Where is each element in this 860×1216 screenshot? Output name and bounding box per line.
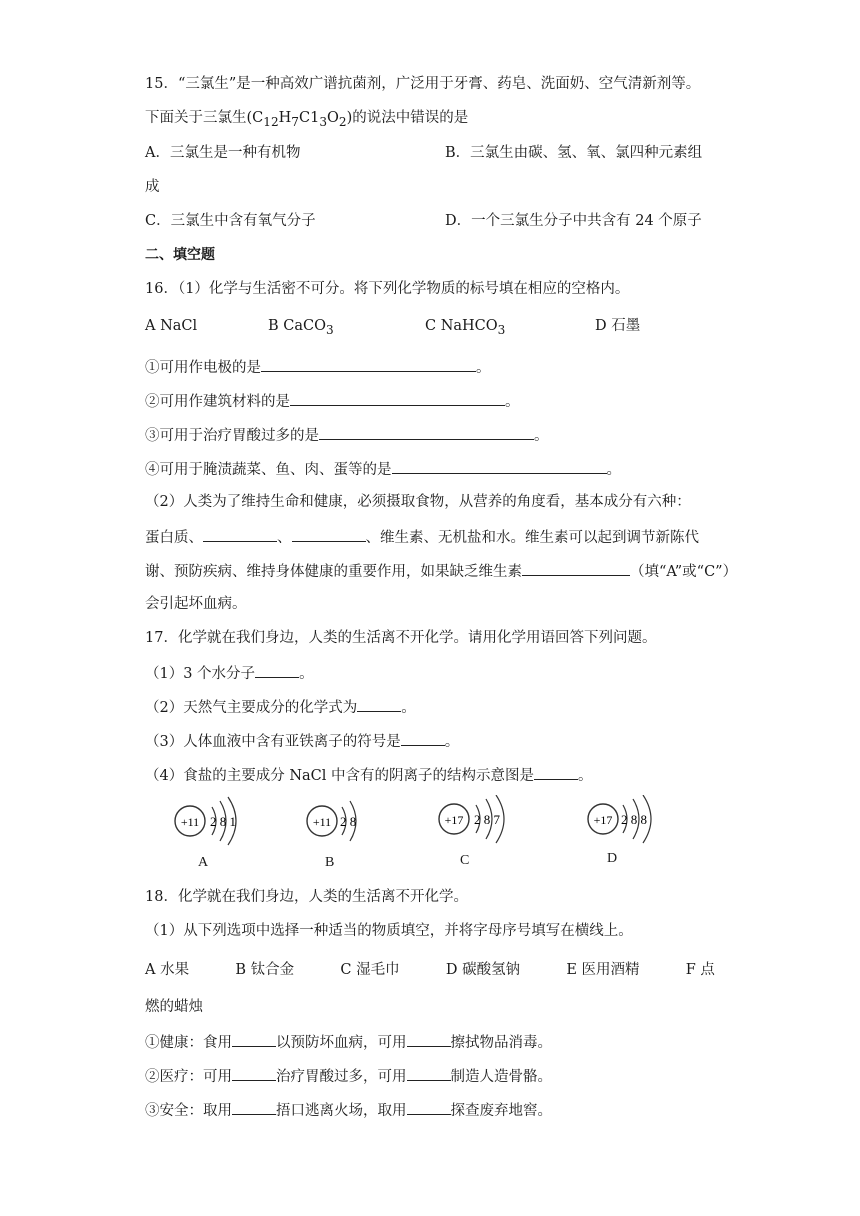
answer-blank[interactable] bbox=[407, 1099, 451, 1115]
formula-part: O bbox=[327, 110, 339, 126]
text: （填“A”或“C”） bbox=[630, 564, 738, 580]
q18-option-a: A 水果 bbox=[145, 962, 190, 978]
answer-blank[interactable] bbox=[401, 730, 445, 746]
punct: 。 bbox=[401, 700, 416, 716]
answer-blank[interactable] bbox=[522, 560, 630, 576]
q17-item-1 bbox=[145, 662, 314, 684]
q16-intro: 16．（1）化学与生活密不可分。将下列化学物质的标号填在相应的空格内。 bbox=[145, 281, 630, 297]
q17-item-3 bbox=[145, 730, 459, 752]
answer-blank[interactable] bbox=[407, 1031, 451, 1047]
q18-row-2 bbox=[145, 1065, 552, 1087]
q16-choice-c bbox=[425, 316, 505, 340]
answer-blank[interactable] bbox=[357, 696, 401, 712]
q15-option-d: D．一个三氯生分子中共含有 24 个原子 bbox=[445, 213, 702, 229]
item-text: ②可用作建筑材料的是 bbox=[145, 394, 290, 410]
choice-c-text: C NaHCO bbox=[425, 318, 498, 334]
text: 、 bbox=[277, 530, 292, 546]
item-text: （4）食盐的主要成分 NaCl 中含有的阴离子的结构示意图是 bbox=[145, 768, 535, 784]
atom-svg bbox=[583, 795, 703, 855]
diagram-label: A bbox=[198, 855, 209, 870]
text: 谢、预防疾病、维持身体健康的重要作用，如果缺乏维生素 bbox=[145, 564, 522, 580]
subscript: 7 bbox=[291, 114, 299, 129]
q18-option-f: F 点 bbox=[685, 962, 715, 978]
electron-shells: 2 8 bbox=[340, 814, 357, 829]
punct: 。 bbox=[578, 768, 593, 784]
q18-intro: 18．化学就在我们身边，人类的生活离不开化学。 bbox=[145, 889, 468, 905]
q18-option-e: E 医用酒精 bbox=[566, 962, 640, 978]
subscript: 12 bbox=[263, 114, 279, 129]
diagram-label: C bbox=[460, 853, 470, 868]
q18-option-d: D 碳酸氢钠 bbox=[445, 962, 521, 978]
q15-line-2-post: )的说法中错误的是 bbox=[346, 110, 469, 126]
q15-option-c: C．三氯生中含有氧气分子 bbox=[145, 213, 316, 229]
answer-blank[interactable] bbox=[203, 526, 277, 542]
text: 制造人造骨骼。 bbox=[450, 1069, 552, 1085]
q18-part1: （1）从下列选项中选择一种适当的物质填空，并将字母序号填写在横线上。 bbox=[145, 923, 633, 939]
q18-row-3 bbox=[145, 1099, 552, 1121]
text: 探查废弃地窖。 bbox=[450, 1103, 552, 1119]
text: 蛋白质、 bbox=[145, 530, 203, 546]
item-text: （1）3 个水分子 bbox=[145, 666, 256, 682]
answer-blank[interactable] bbox=[232, 1031, 276, 1047]
answer-blank[interactable] bbox=[534, 764, 578, 780]
answer-blank[interactable] bbox=[232, 1099, 276, 1115]
q15-option-b-cont: 成 bbox=[145, 179, 160, 195]
text: 、维生素、无机盐和水。维生素可以起到调节新陈代 bbox=[365, 530, 699, 546]
q16-item-1 bbox=[145, 356, 491, 378]
q16-choice-a: A NaCl bbox=[145, 318, 198, 334]
text: 捂口逃离火场，取用 bbox=[276, 1103, 407, 1119]
answer-blank[interactable] bbox=[292, 526, 366, 542]
q16-item-2 bbox=[145, 390, 520, 412]
text: 以预防坏血病，可用 bbox=[276, 1035, 407, 1051]
formula-part: H bbox=[278, 110, 292, 126]
q15-line-2-pre: 下面关于三氯生(C bbox=[145, 110, 264, 126]
punct: 。 bbox=[476, 360, 491, 376]
answer-blank[interactable] bbox=[232, 1065, 276, 1081]
diagram-label: B bbox=[325, 855, 335, 870]
punct: 。 bbox=[299, 666, 314, 682]
q17-item-2 bbox=[145, 696, 416, 718]
answer-blank[interactable] bbox=[261, 356, 476, 372]
formula-part: C1 bbox=[298, 110, 320, 126]
answer-blank[interactable] bbox=[319, 424, 534, 440]
q16-part2-line-3 bbox=[145, 560, 737, 582]
diagram-label: D bbox=[607, 851, 618, 866]
atom-svg bbox=[302, 795, 422, 855]
q15-option-b: B．三氯生由碳、氢、氧、氯四种元素组 bbox=[445, 145, 703, 161]
subscript: 3 bbox=[497, 322, 506, 337]
item-text: （3）人体血液中含有亚铁离子的符号是 bbox=[145, 734, 401, 750]
nucleus-charge: +11 bbox=[312, 815, 332, 829]
atom-diagram-a bbox=[170, 795, 290, 875]
atom-diagram-d bbox=[583, 795, 703, 875]
punct: 。 bbox=[534, 428, 549, 444]
q18-row-1 bbox=[145, 1031, 552, 1053]
q16-part2-line-1: （2）人类为了维持生命和健康，必须摄取食物，从营养的角度看，基本成分有六种： bbox=[145, 494, 691, 510]
item-text: ④可用于腌渍蔬菜、鱼、肉、蛋等的是 bbox=[145, 462, 392, 478]
answer-blank[interactable] bbox=[255, 662, 299, 678]
text: ③安全：取用 bbox=[145, 1103, 232, 1119]
q16-choice-b bbox=[268, 316, 334, 340]
electron-shells: 2 8 7 bbox=[474, 812, 500, 827]
q18-option-f-cont: 燃的蜡烛 bbox=[145, 999, 203, 1015]
item-text: （2）天然气主要成分的化学式为 bbox=[145, 700, 358, 716]
punct: 。 bbox=[505, 394, 520, 410]
item-text: ③可用于治疗胃酸过多的是 bbox=[145, 428, 319, 444]
answer-blank[interactable] bbox=[290, 390, 505, 406]
nucleus-charge: +17 bbox=[444, 813, 464, 827]
q15-line-1: 15．“三氯生”是一种高效广谱抗菌剂，广泛用于牙膏、药皂、洗面奶、空气清新剂等。 bbox=[145, 76, 701, 92]
electron-shells: 2 8 8 bbox=[621, 812, 647, 827]
answer-blank[interactable] bbox=[392, 458, 607, 474]
section-title: 二、填空题 bbox=[145, 247, 215, 263]
q15-option-a: A．三氯生是一种有机物 bbox=[145, 145, 301, 161]
q18-option-c: C 湿毛巾 bbox=[340, 962, 400, 978]
atom-svg bbox=[434, 795, 554, 855]
punct: 。 bbox=[444, 734, 460, 750]
q17-item-4 bbox=[145, 764, 593, 786]
atom-diagram-c bbox=[434, 795, 554, 875]
q16-part2-line-2 bbox=[145, 526, 699, 548]
nucleus-charge: +11 bbox=[180, 815, 200, 829]
q18-option-b: B 钛合金 bbox=[235, 962, 295, 978]
item-text: ①可用作电极的是 bbox=[145, 360, 261, 376]
q15-line-2 bbox=[145, 108, 468, 132]
q16-item-4 bbox=[145, 458, 621, 480]
text: 擦拭物品消毒。 bbox=[450, 1035, 552, 1051]
q18-options bbox=[145, 960, 715, 980]
atom-svg bbox=[170, 795, 290, 855]
text: ②医疗：可用 bbox=[145, 1069, 232, 1085]
nucleus-charge: +17 bbox=[593, 813, 613, 827]
electron-shells: 2 8 1 bbox=[210, 814, 236, 829]
q16-item-3 bbox=[145, 424, 549, 446]
text: ①健康：食用 bbox=[145, 1035, 232, 1051]
q16-choice-d: D 石墨 bbox=[595, 318, 641, 334]
q16-part2-line-4: 会引起坏血病。 bbox=[145, 596, 247, 612]
punct: 。 bbox=[606, 462, 621, 478]
answer-blank[interactable] bbox=[407, 1065, 451, 1081]
q17-intro: 17．化学就在我们身边，人类的生活离不开化学。请用化学用语回答下列问题。 bbox=[145, 630, 657, 646]
subscript: 3 bbox=[319, 114, 327, 129]
choice-b-text: B CaCO bbox=[268, 318, 326, 334]
subscript: 2 bbox=[338, 114, 347, 129]
subscript: 3 bbox=[326, 322, 334, 337]
text: 治疗胃酸过多，可用 bbox=[276, 1069, 407, 1085]
atom-diagram-b bbox=[302, 795, 422, 875]
